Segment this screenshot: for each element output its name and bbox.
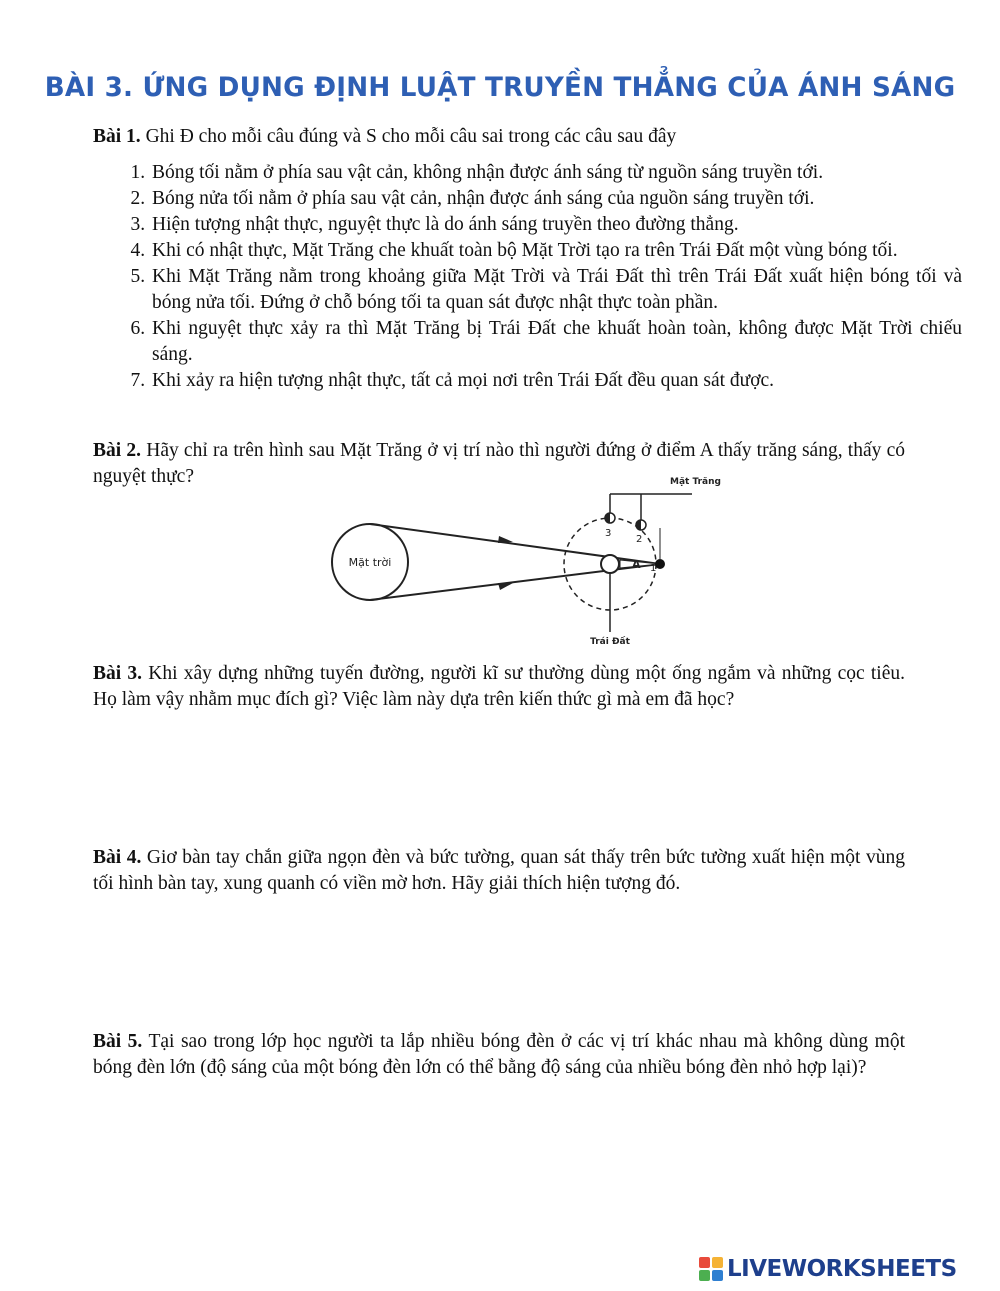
statement-7: 7. Khi xảy ra hiện tượng nhật thực, tất cả mọi nơi trên Trái Đất đều quan sát được. (150, 368, 962, 394)
position-3-label: 3 (605, 528, 612, 539)
exercise-1-text: Ghi Đ cho mỗi câu đúng và S cho mỗi câu sai trong các câu sau đây (145, 126, 677, 147)
exercise-1-statements (93, 160, 962, 394)
position-1-label: 1 (650, 563, 657, 574)
exercise-5-text: Tại sao trong lớp học người ta lắp nhiều bóng đèn ở các vị trí khác nhau mà không dùng một bóng đèn lớn (độ sáng của một bóng đèn lớn có thể bằng độ sáng của nhiều bóng đèn nhỏ hợp lại)? (93, 1031, 905, 1078)
sun-label: Mặt trời (348, 556, 392, 569)
statement-6: 6. Khi nguyệt thực xảy ra thì Mặt Trăng bị Trái Đất che khuất hoàn toàn, không được Mặt Trời chiếu sáng. (150, 316, 962, 368)
exercise-5-label: Bài 5. (93, 1031, 143, 1052)
exercise-1-label: Bài 1. (93, 126, 141, 147)
earth-circle (601, 555, 619, 573)
statement-5: 5. Khi Mặt Trăng nằm trong khoảng giữa Mặt Trời và Trái Đất thì trên Trái Đất xuất hiện bóng tối và bóng nửa tối. Đứng ở chỗ bóng tối ta quan sát được nhật thực toàn phần. (150, 264, 962, 316)
statement-4: 4. Khi có nhật thực, Mặt Trăng che khuất toàn bộ Mặt Trời tạo ra trên Trái Đất một vùng bóng tối. (150, 238, 962, 264)
statement-1: 1. Bóng tối nằm ở phía sau vật cản, không nhận được ánh sáng từ nguồn sáng truyền tới. (150, 160, 962, 186)
lower-ray-arrow (498, 583, 513, 590)
liveworksheets-logo-icon (698, 1256, 724, 1282)
exercise-2-label: Bài 2. (93, 440, 142, 461)
point-a-label: A (632, 558, 641, 571)
upper-ray-arrow (498, 536, 513, 543)
liveworksheets-logo-text: LIVEWORKSHEETS (727, 1256, 957, 1282)
exercise-4-label: Bài 4. (93, 847, 142, 868)
exercise-4-prompt (93, 845, 905, 897)
statement-2: 2. Bóng nửa tối nằm ở phía sau vật cản, nhận được ánh sáng của nguồn sáng truyền tới. (150, 186, 962, 212)
moon-position-1 (655, 559, 665, 569)
exercise-3-text: Khi xây dựng những tuyến đường, người kĩ sư thường dùng một ống ngắm và những cọc tiêu. Họ làm vậy nhằm mục đích gì? Việc làm này dựa trên kiến thức gì mà em đã học? (93, 663, 905, 710)
exercise-5-prompt (93, 1029, 905, 1081)
exercise-3-prompt (93, 661, 905, 713)
exercise-1-prompt (93, 124, 905, 150)
position-2-label: 2 (636, 534, 643, 545)
liveworksheets-logo (698, 1254, 993, 1284)
moon-label: Mặt Trăng (670, 477, 721, 487)
exercise-4-text: Giơ bàn tay chắn giữa ngọn đèn và bức tường, quan sát thấy trên bức tường xuất hiện một vùng tối hình bàn tay, xung quanh có viền mờ hơn. Hãy giải thích hiện tượng đó. (93, 847, 905, 894)
exercise-2-text: Hãy chỉ ra trên hình sau Mặt Trăng ở vị trí nào thì người đứng ở điểm A thấy trăng sáng, thấy có nguyệt thực? (93, 440, 905, 487)
eclipse-diagram (320, 470, 740, 650)
exercise-3-label: Bài 3. (93, 663, 143, 684)
worksheet-title: BÀI 3. ỨNG DỤNG ĐỊNH LUẬT TRUYỀN THẲNG CỦA ÁNH SÁNG (44, 72, 956, 103)
earth-label: Trái Đất (590, 637, 630, 647)
statement-3: 3. Hiện tượng nhật thực, nguyệt thực là do ánh sáng truyền theo đường thẳng. (150, 212, 962, 238)
